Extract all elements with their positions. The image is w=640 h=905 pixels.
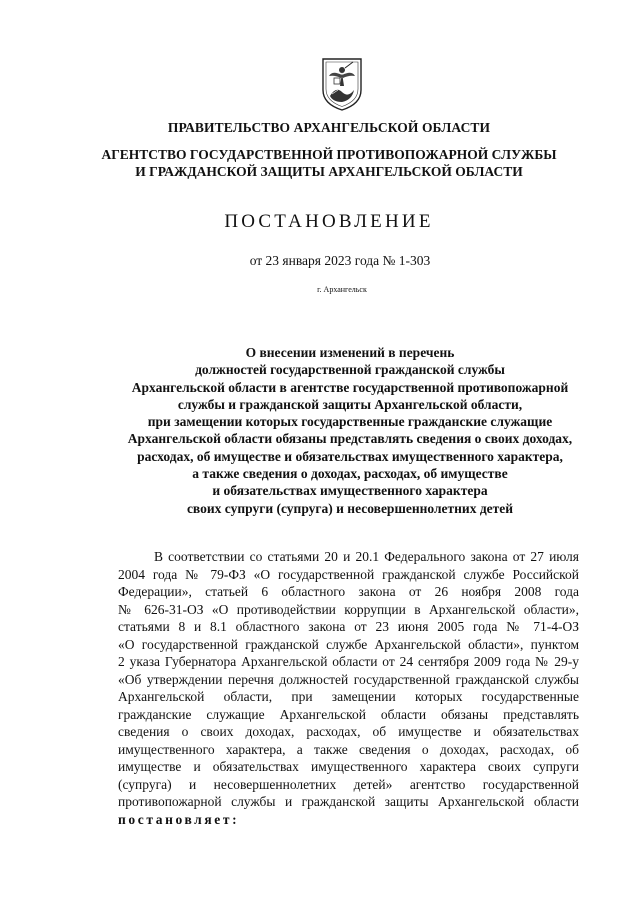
- agency-name-line-2: И ГРАЖДАНСКОЙ ЗАЩИТЫ АРХАНГЕЛЬСКОЙ ОБЛАСТИ: [135, 164, 523, 179]
- document-type: ПОСТАНОВЛЕНИЕ: [224, 211, 434, 232]
- paragraph-line: противопожарной службы и гражданской защиты Архангельской области: [118, 794, 579, 809]
- title-line: и обязательствах имущественного характера: [212, 483, 488, 499]
- paragraph-line: Федерации», статьей 6 областного закона от 26 ноября 2008 года: [118, 584, 579, 599]
- government-name: ПРАВИТЕЛЬСТВО АРХАНГЕЛЬСКОЙ ОБЛАСТИ: [167, 120, 491, 135]
- paragraph-line: 2004 года № 79-ФЗ «О государственной гражданской службе Российской: [118, 566, 579, 582]
- title-line: а также сведения о доходах, расходах, об имуществе: [192, 466, 508, 482]
- paragraph-line: гражданские служащие Архангельской области обязаны представлять: [118, 706, 579, 722]
- title-line: О внесении изменений в перечень: [245, 345, 455, 360]
- paragraph-line: «О государственной гражданской службе Архангельской области», пунктом: [118, 636, 579, 652]
- paragraph-line: Архангельской области, при замещении которых государственные: [118, 689, 579, 704]
- agency-name: [0, 146, 640, 180]
- paragraph-line: имуществе и обязательствах имущественного характера своих супруги: [118, 759, 579, 774]
- decree-word: постановляет:: [118, 811, 240, 827]
- title-line: Архангельской области обязаны представлять сведения о своих доходах,: [127, 431, 573, 447]
- coat-of-arms-emblem: [320, 56, 364, 112]
- paragraph-line: № 626-31-ОЗ «О противодействии коррупции в Архангельской области»,: [118, 601, 579, 617]
- paragraph-line: статьями 8 и 8.1 областного закона от 23 июня 2005 года № 71-4-ОЗ: [118, 619, 579, 634]
- title-line: при замещении которых государственные гражданские служащие: [147, 414, 553, 430]
- paragraph-line: сведения о своих доходах, расходах, об имуществе и обязательствах: [118, 724, 579, 739]
- agency-name-line-1: АГЕНТСТВО ГОСУДАРСТВЕННОЙ ПРОТИВОПОЖАРНОЙ СЛУЖБЫ: [101, 147, 557, 162]
- document-title: [100, 344, 600, 517]
- preamble-paragraph: [118, 548, 579, 828]
- title-line: Архангельской области в агентстве государственной противопожарной: [131, 379, 569, 395]
- paragraph-line: имущественного характера, а также сведения о доходах, расходах, об: [118, 741, 579, 757]
- paragraph-line: «Об утверждении перечня должностей государственной гражданской службы: [118, 671, 579, 687]
- paragraph-line: 2 указа Губернатора Архангельской области от 24 сентября 2009 года № 29-у: [118, 654, 579, 669]
- title-line: расходах, об имуществе и обязательствах имущественного характера,: [137, 448, 563, 464]
- title-line: службы и гражданской защиты Архангельской области,: [177, 396, 523, 412]
- document-date-number: от 23 января 2023 года № 1-303: [249, 253, 431, 268]
- paragraph-line: (супруга) и несовершеннолетних детей» агентство государственной: [118, 776, 579, 792]
- document-city: г. Архангельск: [317, 285, 367, 294]
- paragraph-line: В соответствии со статьями 20 и 20.1 Федерального закона от 27 июля: [154, 549, 579, 564]
- title-line: должностей государственной гражданской службы: [195, 362, 505, 378]
- title-line: своих супруги (супруга) и несовершеннолетних детей: [186, 500, 514, 516]
